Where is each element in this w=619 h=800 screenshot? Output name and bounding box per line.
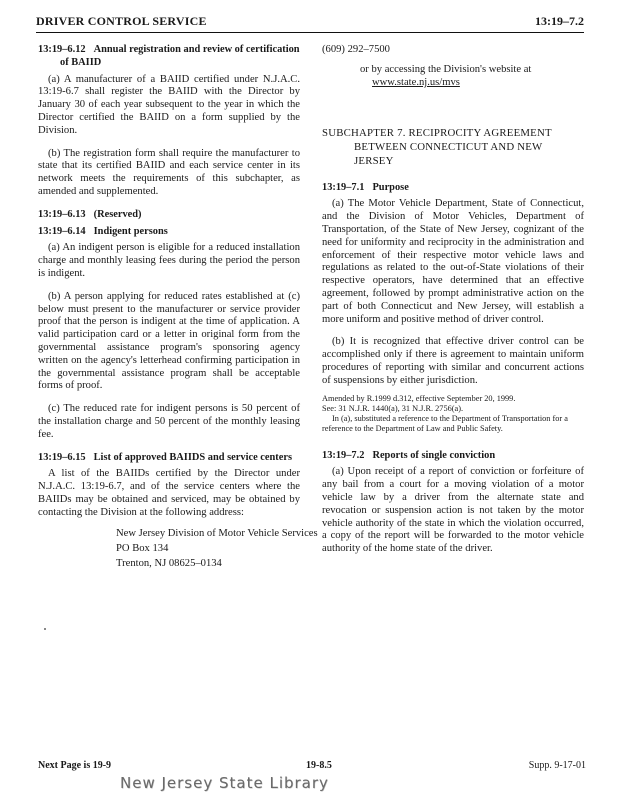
- website-text: or by accessing the Division's website at: [360, 63, 532, 75]
- subchapter-line: SUBCHAPTER 7. RECIPROCITY AGREEMENT: [322, 126, 552, 139]
- subchapter-line: BETWEEN CONNECTICUT AND NEW: [354, 140, 543, 153]
- paragraph-6-14-c: (c) The reduced rate for indigent persons is 50 percent of the installation charge and 50 percent of the monthly leasing fee.: [38, 403, 300, 440]
- address-line: PO Box 134: [116, 542, 169, 554]
- amendment-note: [322, 394, 584, 434]
- address-line: Trenton, NJ 08625–0134: [116, 557, 222, 569]
- website-link[interactable]: www.state.nj.us/mvs: [372, 76, 460, 88]
- section-title: Purpose: [372, 181, 409, 193]
- paragraph-6-14-a: (a) An indigent person is eligible for a reduced installation charge and monthly leasing fees during the period the person is indigent.: [38, 242, 300, 279]
- note-line: See: 31 N.J.R. 1440(a), 31 N.J.R. 2756(a).: [322, 403, 464, 413]
- section-heading-6-12: [38, 44, 300, 70]
- paragraph-6-12-a: (a) A manufacturer of a BAIID certified under N.J.A.C. 13:19-6.7 shall register the BAIID with the Director by January 30 of each year subsequent to the year in which the Director certified the BAIID on a form supplied by the Division.: [38, 73, 300, 136]
- subchapter-heading: [322, 126, 584, 168]
- section-title: List of approved BAIIDS and service centers: [93, 451, 293, 463]
- header-title: DRIVER CONTROL SERVICE: [36, 14, 207, 28]
- section-number: 13:19–6.15: [38, 451, 86, 463]
- section-number: 13:19–7.1: [322, 181, 365, 193]
- paragraph-6-15: A list of the BAIIDs certified by the Director under N.J.A.C. 13:19-6.7, and of the service centers where the BAIIDs may be obtained and serviced, may be obtained by contacting the Division at the following address:: [38, 468, 300, 518]
- section-number: 13:19–6.13: [38, 208, 86, 220]
- right-column: [322, 44, 584, 566]
- section-heading-6-15: [38, 452, 300, 465]
- running-header: [36, 12, 584, 33]
- paragraph-6-14-b: (b) A person applying for reduced rates established at (c) below must present to the manufacturer or service provider proof that the person is indigent at the time of application. A valid participation card or a letter in original form from the governmental assistance program's sponsoring agency written on the agency's letterhead confirming participation in the governmental assistance program shall be acceptable forms of proof.: [38, 290, 300, 392]
- next-page-note: Next Page is 19-9: [38, 760, 112, 771]
- section-heading-6-13: [38, 209, 300, 222]
- library-stamp: New Jersey State Library: [120, 774, 329, 792]
- section-heading-6-14: [38, 226, 300, 239]
- header-section-number: 13:19–7.2: [535, 14, 584, 28]
- note-line: Amended by R.1999 d.312, effective September 20, 1999.: [322, 393, 516, 403]
- phone-number: (609) 292–7500: [322, 44, 390, 55]
- section-title: Indigent persons: [93, 225, 168, 237]
- section-heading-7-2: [322, 450, 584, 463]
- scan-speck: [44, 628, 46, 630]
- note-line: In (a), substituted a reference to the Department of Transportation for a reference to the Department of Law and Public Safety.: [322, 413, 568, 433]
- page-footer: [38, 760, 586, 774]
- supplement-date: Supp. 9-17-01: [528, 760, 586, 771]
- address-line: New Jersey Division of Motor Vehicle Services: [116, 527, 318, 539]
- page-number: 19-8.5: [306, 760, 332, 771]
- division-contact: [322, 44, 584, 90]
- section-heading-7-1: [322, 182, 584, 195]
- subchapter-line: JERSEY: [354, 154, 394, 167]
- section-title: Reports of single conviction: [372, 449, 496, 461]
- paragraph-7-1-b: (b) It is recognized that effective driver control can be accomplished only if there is agreement to maintain uniform procedures of reporting with similar and concurrent actions of suspensions by either jurisdiction.: [322, 336, 584, 386]
- left-column: [38, 44, 318, 571]
- division-address: [116, 526, 318, 571]
- section-title: Annual registration and review of certification of BAIID: [60, 44, 300, 68]
- section-title: (Reserved): [93, 208, 142, 220]
- section-number: 13:19–6.14: [38, 225, 86, 237]
- paragraph-6-12-b: (b) The registration form shall require the manufacturer to state that its certified BAIID and each service center in its network meets the requirements of this subchapter, as amended and supplemented.: [38, 147, 300, 197]
- section-number: 13:19–6.12: [38, 44, 86, 55]
- section-number: 13:19–7.2: [322, 449, 365, 461]
- paragraph-7-2-a: (a) Upon receipt of a report of conviction or forfeiture of any bail from a court for a moving violation of a motor vehicle law by a driver from the alternate state and revocation or suspension action is not taken by the motor vehicle authority of the state in which the violation occurred, a copy of the report will be forwarded to the motor vehicle authority of the home state of the driver.: [322, 466, 584, 555]
- paragraph-7-1-a: (a) The Motor Vehicle Department, State of Connecticut, and the Division of Motor Vehicles, Department of Transportation, of the State of New Jersey, cognizant of the need for uniformity and reciprocity in the administration and enforcement of their respective motor vehicle laws and regulations as related to the out-of-State violations of their respective operators, have determined that an effective agreement, followed by prompt administrative action on the part of both Connecticut and New Jersey, will establish a more uniform and positive method of driver control.: [322, 198, 584, 325]
